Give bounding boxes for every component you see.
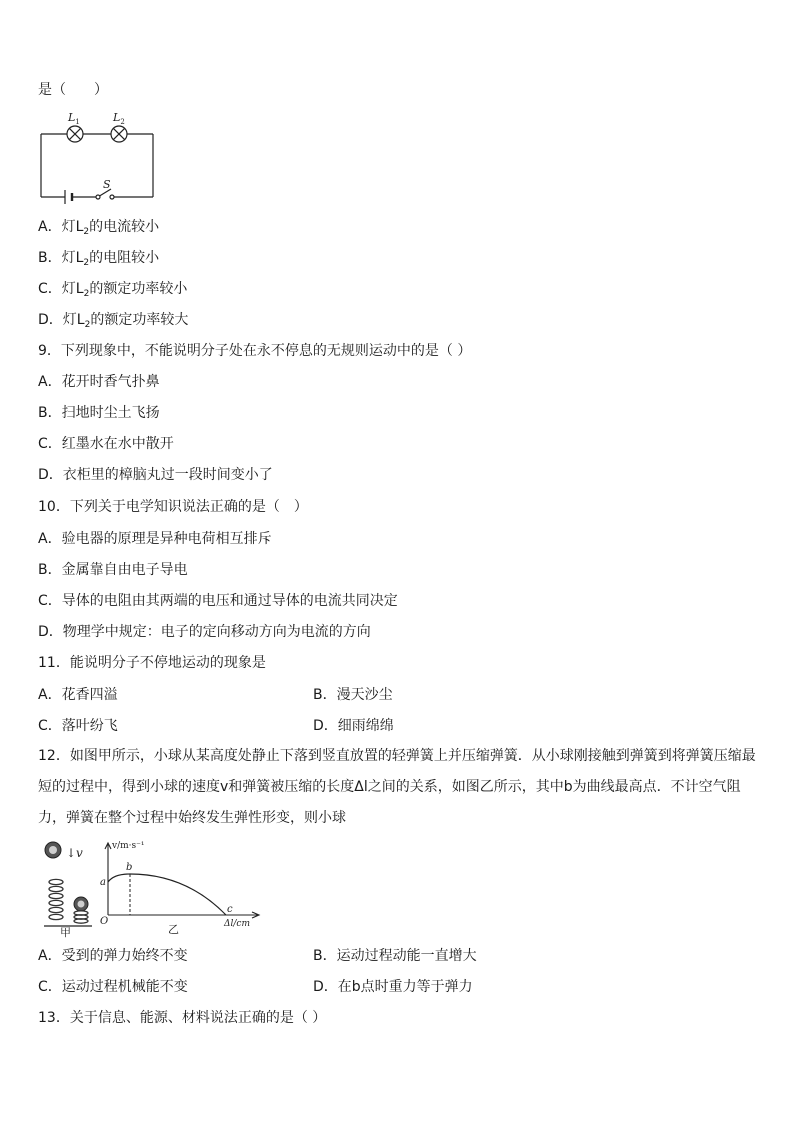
q10-option-a[interactable]: A．验电器的原理是异种电荷相互排斥 [38,531,272,547]
velocity-curve [108,874,226,915]
q11-option-c[interactable]: C．落叶纷飞 [38,718,118,734]
q8-option-a[interactable]: A．灯$L_2$的电流较小 [38,219,160,237]
question-8-stem-tail: 是（ ） [38,82,108,98]
q11-option-b[interactable]: B．漫天沙尘 [313,687,393,703]
q9-option-a[interactable]: A．花开时香气扑鼻 [38,374,160,390]
label-l2: $L_2$ [113,111,125,126]
q12-option-b[interactable]: B．运动过程动能一直增大 [313,948,477,964]
figure-yi-label: 乙 [168,923,179,936]
question-9-stem: 9．下列现象中，不能说明分子处在永不停息的无规则运动中的是（ ） [38,343,472,359]
question-13-stem: 13．关于信息、能源、材料说法正确的是（ ） [38,1010,327,1026]
label-switch: S [103,178,111,191]
ball-icon [45,842,61,858]
q9-option-d[interactable]: D．衣柜里的樟脑丸过一段时间变小了 [38,467,273,483]
q12-figure-jia [40,838,100,938]
q12-figure-yi [96,838,268,938]
velocity-arrow-label: ↓v [66,846,83,860]
question-10-stem: 10．下列关于电学知识说法正确的是（ ） [38,499,308,515]
question-12-stem: 12．如图甲所示，小球从某高度处静止下落到竖直放置的轻弹簧上并压缩弹簧．从小球刚接触到弹簧到将弹簧压缩最短的过程中，得到小球的速度v和弹簧被压缩的长度Δl之间的关系，如图乙所示，其中b为曲线最高点．不计空气阻力，弹簧在整个过程中始终发生弹性形变，则小球 [38,748,756,826]
spring-icon [49,879,63,919]
q12-option-a[interactable]: A．受到的弹力始终不变 [38,948,188,964]
point-c-label: c [227,904,233,915]
compressed-spring-icon [74,897,88,923]
question-11-stem: 11．能说明分子不停地运动的现象是 [38,655,266,671]
q9-option-b[interactable]: B．扫地时尘土飞扬 [38,405,160,421]
point-a-label: a [100,877,106,888]
q8-option-b[interactable]: B．灯$L_2$的电阻较小 [38,250,160,268]
q12-option-c[interactable]: C．运动过程机械能不变 [38,979,188,995]
q10-option-c[interactable]: C．导体的电阻由其两端的电压和通过导体的电流共同决定 [38,593,398,609]
q8-option-c[interactable]: C．灯$L_2$的额定功率较小 [38,281,188,299]
origin-label: O [100,916,109,927]
battery-icon [65,190,72,204]
point-b-label: b [126,862,133,873]
x-axis-label: Δl/cm [224,919,250,929]
q11-option-a[interactable]: A．花香四溢 [38,687,118,703]
y-axis-label: v/m·s⁻¹ [112,841,145,851]
lamp-l2-icon [111,126,127,142]
lamp-l1-icon [67,126,83,142]
q10-option-d[interactable]: D．物理学中规定：电子的定向移动方向为电流的方向 [38,624,371,640]
q8-circuit-diagram [36,108,160,204]
q8-option-d[interactable]: D．灯$L_2$的额定功率较大 [38,312,189,330]
q11-option-d[interactable]: D．细雨绵绵 [313,718,394,734]
q12-option-d[interactable]: D．在b点时重力等于弹力 [313,979,473,995]
figure-jia-label: 甲 [60,926,71,938]
label-l1: $L_1$ [68,111,80,126]
q10-option-b[interactable]: B．金属靠自由电子导电 [38,562,188,578]
q9-option-c[interactable]: C．红墨水在水中散开 [38,436,174,452]
